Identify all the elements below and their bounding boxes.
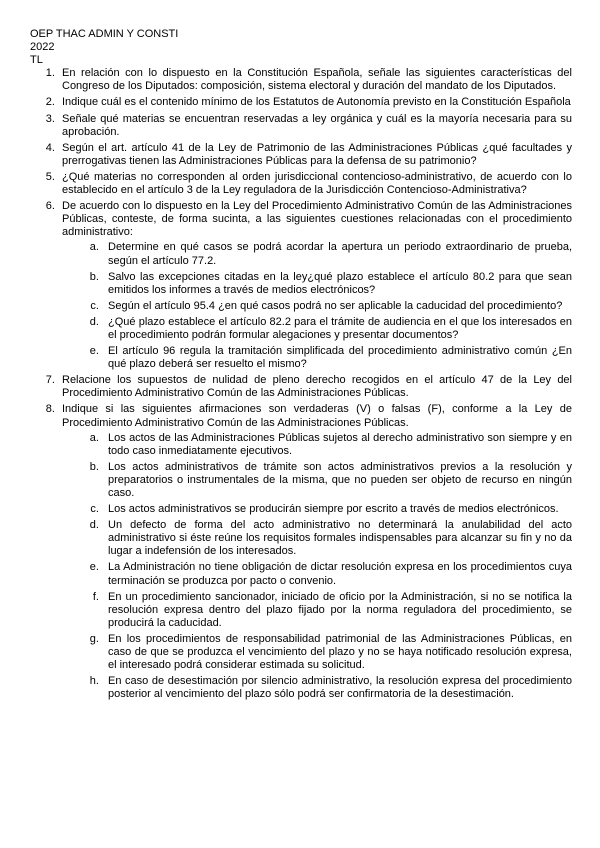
sub-question-6b: b. Salvo las excepciones citadas en la ley¿qué plazo establece el artículo 80.2 para que sean emitidos los informes a través de medios electrónicos? bbox=[102, 271, 572, 297]
question-text: En relación con lo dispuesto en la Constitución Española, señale las siguientes características del Congreso de los Diputados: composición, sistema electoral y duración del mandato de los Diputados. bbox=[62, 67, 572, 93]
sub-question-8a: a. Los actos de las Administraciones Públicas sujetos al derecho administrativo son siempre y en todo caso inmediatamente ejecutivos. bbox=[102, 432, 572, 458]
sub-question-8b: b. Los actos administrativos de trámite son actos administrativos previos a la resolución y preparatorios o instrumentales de la misma, que no pueden ser objeto de recurso en ningún caso. bbox=[102, 461, 572, 500]
question-text: Señale qué materias se encuentran reservadas a ley orgánica y cuál es la mayoría necesaria para su aprobación. bbox=[62, 112, 572, 138]
sub-question-6c: c. Según el artículo 95.4 ¿en qué casos podrá no ser aplicable la caducidad del procedimiento? bbox=[102, 300, 572, 313]
question-list bbox=[30, 67, 572, 701]
question-text: Relacione los supuestos de nulidad de pleno derecho recogidos en el artículo 47 de la Ley del Procedimiento Administrativo Común de las Administraciones Públicas. bbox=[62, 374, 572, 400]
sub-question-8g: g. En los procedimientos de responsabilidad patrimonial de las Administraciones Públicas, en caso de que se produzca el vencimiento del plazo y no se haya notificado resolución expresa, el interesado podrá considerar estimada su solicitud. bbox=[102, 633, 572, 672]
sub-question-8h: h. En caso de desestimación por silencio administrativo, la resolución expresa del procedimiento posterior al vencimiento del plazo sólo podrá ser confirmatoria de la desestimación. bbox=[102, 675, 572, 701]
exam-year: 2022 bbox=[30, 41, 55, 54]
question-text: Indique cuál es el contenido mínimo de los Estatutos de Autonomía previsto en la Constitución Española bbox=[62, 96, 571, 109]
document-page bbox=[30, 28, 572, 704]
sub-question-6e: e. El artículo 96 regula la tramitación simplificada del procedimiento administrativo común ¿En qué plazo deberá ser resuelto el mismo? bbox=[102, 345, 572, 371]
sub-question-list bbox=[62, 241, 572, 371]
sub-question-6d: d. ¿Qué plazo establece el artículo 82.2 para el trámite de audiencia en el que los interesados en el procedimiento podrán formular alegaciones y presentar documentos? bbox=[102, 316, 572, 342]
question-6 bbox=[58, 200, 572, 371]
sub-question-8f: f. En un procedimiento sancionador, iniciado de oficio por la Administración, si no se notifica la resolución expresa dentro del plazo fijado por la norma reguladora del procedimiento, se producirá la caducidad. bbox=[102, 591, 572, 630]
sub-question-8d: d. Un defecto de forma del acto administrativo no determinará la anulabilidad del acto administrativo si éste reúne los requisitos formales indispensables para alcanzar su fin y no da lugar a indefensión de los interesados. bbox=[102, 519, 572, 558]
exam-title: OEP THAC ADMIN Y CONSTI bbox=[30, 28, 179, 40]
sub-question-list bbox=[62, 432, 572, 702]
question-1 bbox=[58, 67, 572, 93]
question-2 bbox=[58, 96, 572, 109]
question-7 bbox=[58, 374, 572, 400]
question-4 bbox=[58, 142, 572, 168]
question-8 bbox=[58, 403, 572, 701]
question-text: Según el art. artículo 41 de la Ley de Patrimonio de las Administraciones Públicas ¿qué facultades y prerrogativas tienen las Administraciones Públicas para la defensa de su patrimonio? bbox=[62, 141, 572, 167]
sub-question-6a: a. Determine en qué casos se podrá acordar la apertura un periodo extraordinario de prueba, según el artículo 77.2. bbox=[102, 241, 572, 267]
question-text: De acuerdo con lo dispuesto en la Ley del Procedimiento Administrativo Común de las Administraciones Públicas, conteste, de forma sucinta, a las siguientes cuestiones relacionadas con el procedimiento administrativo: bbox=[62, 200, 572, 239]
question-3 bbox=[58, 113, 572, 139]
sub-question-8e: e. La Administración no tiene obligación de dictar resolución expresa en los procedimientos cuya terminación se produzca por pacto o convenio. bbox=[102, 561, 572, 587]
exam-code: TL bbox=[30, 54, 43, 67]
question-text: ¿Qué materias no corresponden al orden jurisdiccional contencioso-administrativo, de acuerdo con lo establecido en el artículo 3 de la Ley reguladora de la Jurisdicción Contencioso-Administrativa? bbox=[62, 170, 572, 197]
sub-question-8c: c. Los actos administrativos se producirán siempre por escrito a través de medios electrónicos. bbox=[102, 503, 572, 516]
question-5 bbox=[58, 171, 572, 197]
question-text: Indique si las siguientes afirmaciones son verdaderas (V) o falsas (F), conforme a la Ley de Procedimiento Administrativo Común de las Administraciones Públicas. bbox=[62, 403, 572, 429]
